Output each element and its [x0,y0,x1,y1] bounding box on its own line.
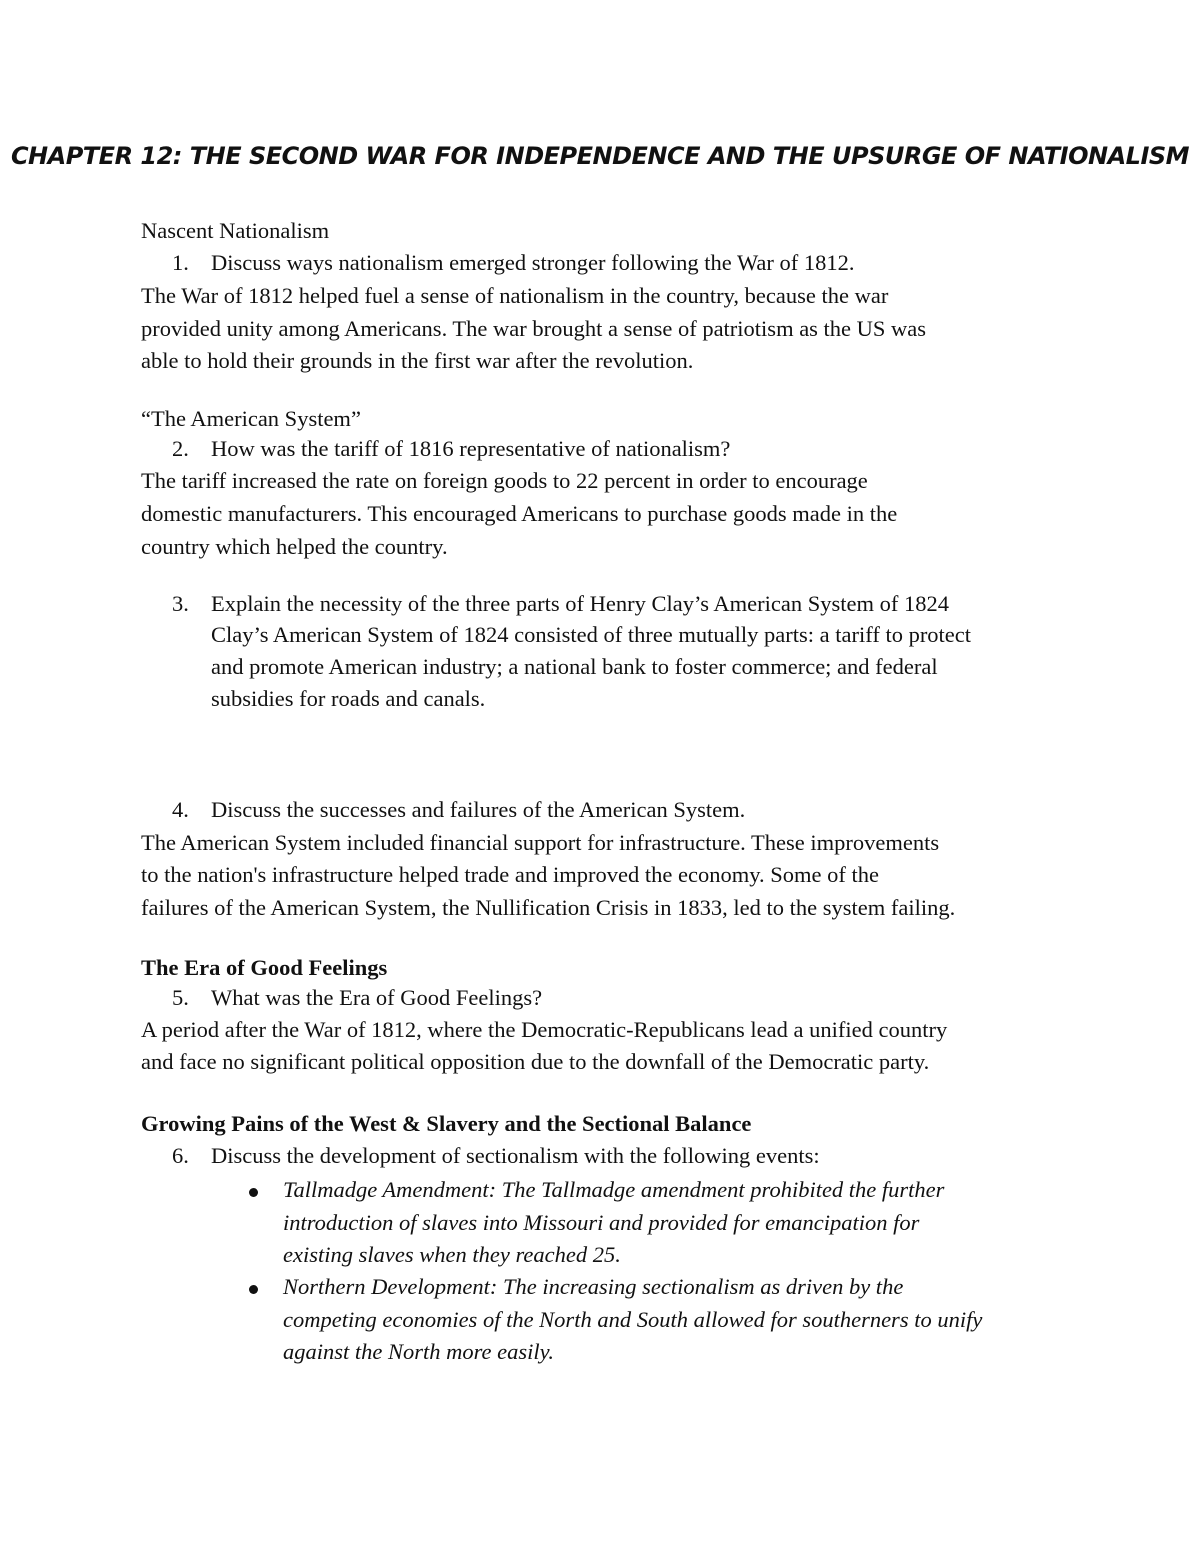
answer-1-line: able to hold their grounds in the first war after the revolution. [141,348,694,373]
section-heading-american-system: “The American System” [141,406,361,431]
bullet-northern-line: competing economies of the North and South allowed for southerners to unify [283,1307,983,1332]
bullet-tallmadge-line: existing slaves when they reached 25. [283,1242,621,1267]
answer-3-line: subsidies for roads and canals. [211,686,486,711]
answer-3-line: and promote American industry; a national bank to foster commerce; and federal [211,654,938,679]
answer-3-line: Clay’s American System of 1824 consisted of three mutually parts: a tariff to protect [211,622,972,647]
section-heading-nascent-nationalism: Nascent Nationalism [141,218,330,243]
answer-1-line: The War of 1812 helped fuel a sense of nationalism in the country, because the war [141,283,889,308]
answer-5-line: A period after the War of 1812, where the Democratic-Republicans lead a unified country [141,1017,948,1042]
bullet-icon [249,1285,258,1294]
question-3: Explain the necessity of the three parts of Henry Clay’s American System of 1824 [211,591,949,616]
bullet-northern-line: Northern Development: The increasing sectionalism as driven by the [283,1274,904,1299]
question-number: 2. [172,436,189,461]
question-number: 5. [172,985,189,1010]
answer-5-line: and face no significant political opposition due to the downfall of the Democratic party. [141,1049,930,1074]
bullet-tallmadge-line: Tallmadge Amendment: The Tallmadge amendment prohibited the further [283,1177,945,1202]
answer-1-line: provided unity among Americans. The war brought a sense of patriotism as the US was [141,316,927,341]
question-number: 1. [172,250,189,275]
question-number: 3. [172,591,189,616]
answer-4-line: The American System included financial support for infrastructure. These improvements [141,830,940,855]
question-6: Discuss the development of sectionalism with the following events: [211,1143,820,1168]
question-4: Discuss the successes and failures of the American System. [211,797,746,822]
question-number: 4. [172,797,189,822]
question-5: What was the Era of Good Feelings? [211,985,543,1010]
section-heading-growing-pains: Growing Pains of the West & Slavery and the Sectional Balance [141,1111,752,1136]
answer-2-line: The tariff increased the rate on foreign goods to 22 percent in order to encourage [141,468,868,493]
answer-2-line: domestic manufacturers. This encouraged Americans to purchase goods made in the [141,501,898,526]
answer-2-line: country which helped the country. [141,534,448,559]
question-1: Discuss ways nationalism emerged stronger following the War of 1812. [211,250,855,275]
page-title: CHAPTER 12: THE SECOND WAR FOR INDEPENDENCE AND THE UPSURGE OF NATIONALISM [10,142,1190,170]
bullet-tallmadge-line: introduction of slaves into Missouri and provided for emancipation for [283,1210,920,1235]
section-heading-era-of-good-feelings: The Era of Good Feelings [141,955,388,980]
bullet-northern-line: against the North more easily. [283,1339,555,1364]
answer-4-line: to the nation's infrastructure helped trade and improved the economy. Some of the [141,862,879,887]
question-2: How was the tariff of 1816 representative of nationalism? [211,436,731,461]
question-number: 6. [172,1143,189,1168]
bullet-icon [249,1188,258,1197]
answer-4-line: failures of the American System, the Nullification Crisis in 1833, led to the system failing. [141,895,956,920]
